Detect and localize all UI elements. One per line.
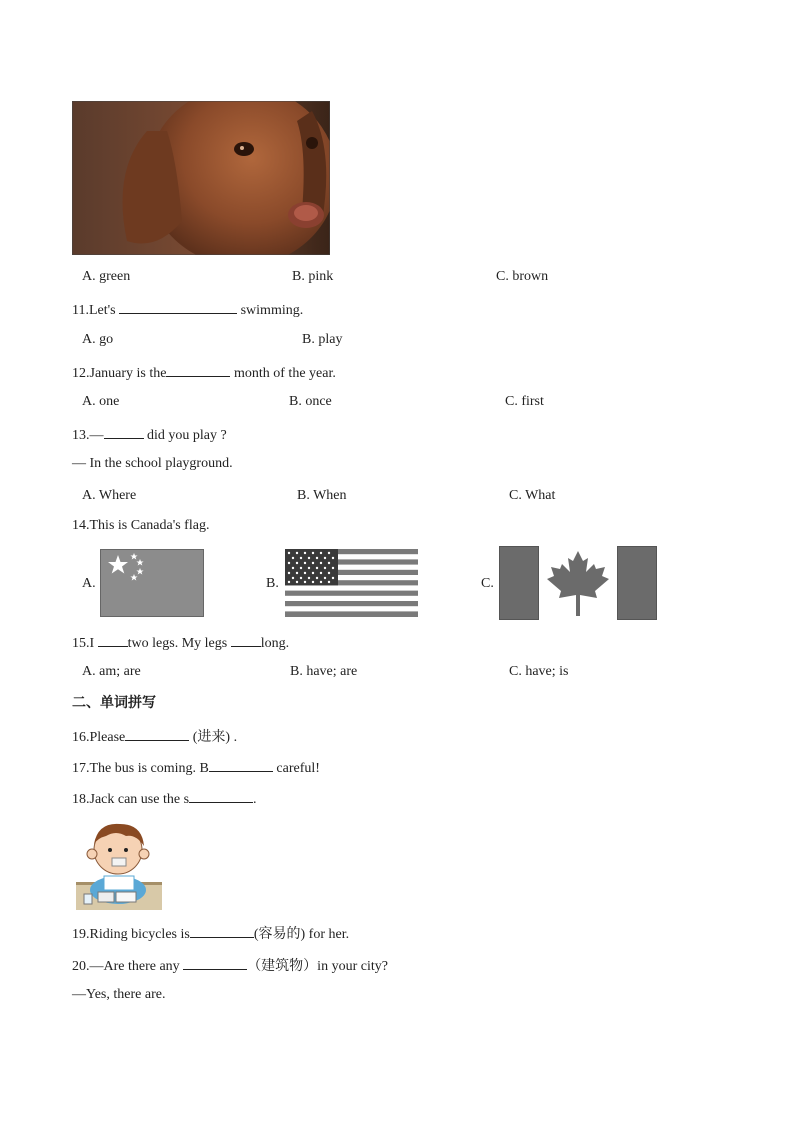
- question-20: [72, 955, 388, 976]
- answer-blank[interactable]: [166, 362, 230, 377]
- boy-eating-illustration: [76, 820, 162, 910]
- question-13-answer: — In the school playground.: [72, 456, 233, 471]
- question-14: 14.This is Canada's flag.: [72, 518, 210, 533]
- dog-photo: [72, 101, 330, 255]
- question-16: [72, 726, 237, 747]
- question-18-pre: 18.Jack can use the s: [72, 792, 190, 807]
- question-15-post: long.: [260, 636, 290, 651]
- answer-blank[interactable]: [190, 923, 254, 938]
- question-18: [72, 788, 257, 809]
- answer-blank-2[interactable]: [231, 632, 261, 647]
- option-b: B. once: [289, 394, 332, 409]
- option-c: C. have; is: [509, 664, 569, 679]
- question-13-pre: 13.—: [72, 428, 104, 443]
- answer-blank-1[interactable]: [98, 632, 128, 647]
- question-17-post: careful!: [272, 761, 320, 776]
- question-20-post: （建筑物）in your city?: [247, 959, 388, 974]
- question-16-post: (进来) .: [189, 730, 238, 745]
- flag-label-c: C.: [481, 576, 494, 591]
- option-c: C. What: [509, 488, 556, 503]
- question-15-pre: 15.I: [72, 636, 98, 651]
- question-20-pre: 20.—Are there any: [72, 959, 184, 974]
- question-15: [72, 632, 289, 653]
- question-11-post: swimming.: [237, 303, 304, 318]
- question-17-pre: 17.The bus is coming. B: [72, 761, 209, 776]
- option-b: B. pink: [292, 269, 334, 284]
- answer-blank[interactable]: [209, 757, 273, 772]
- question-17: [72, 757, 320, 778]
- question-13: [72, 424, 227, 445]
- option-b: B. play: [302, 332, 343, 347]
- usa-flag[interactable]: [285, 549, 418, 617]
- answer-blank[interactable]: [189, 788, 253, 803]
- option-a: A. green: [82, 269, 131, 284]
- option-a: A. Where: [82, 488, 137, 503]
- question-16-pre: 16.Please: [72, 730, 126, 745]
- question-12: [72, 362, 336, 383]
- question-13-post: did you play ?: [143, 428, 227, 443]
- question-11-pre: 11.Let's: [72, 303, 120, 318]
- canada-flag[interactable]: [499, 546, 657, 620]
- china-flag[interactable]: [100, 549, 204, 617]
- answer-blank[interactable]: [125, 726, 189, 741]
- question-11: [72, 299, 303, 320]
- flag-label-b: B.: [266, 576, 279, 591]
- question-19-pre: 19.Riding bicycles is: [72, 927, 190, 942]
- question-15-mid: two legs. My legs: [127, 636, 231, 651]
- option-a: A. am; are: [82, 664, 141, 679]
- option-a: A. one: [82, 394, 120, 409]
- question-19-post: (容易的) for her.: [253, 927, 350, 942]
- section-title: 二、单词拼写: [72, 695, 156, 711]
- question-12-pre: 12.January is the: [72, 366, 167, 381]
- question-12-post: month of the year.: [230, 366, 336, 381]
- question-19: [72, 923, 349, 944]
- answer-blank[interactable]: [119, 299, 237, 314]
- question-18-post: .: [253, 792, 257, 807]
- option-c: C. first: [505, 394, 544, 409]
- option-b: B. have; are: [290, 664, 358, 679]
- flag-label-a: A.: [82, 576, 96, 591]
- option-c: C. brown: [496, 269, 549, 284]
- answer-blank[interactable]: [104, 424, 144, 439]
- option-b: B. When: [297, 488, 347, 503]
- question-20-answer: —Yes, there are.: [72, 987, 166, 1002]
- option-a: A. go: [82, 332, 114, 347]
- answer-blank[interactable]: [183, 955, 247, 970]
